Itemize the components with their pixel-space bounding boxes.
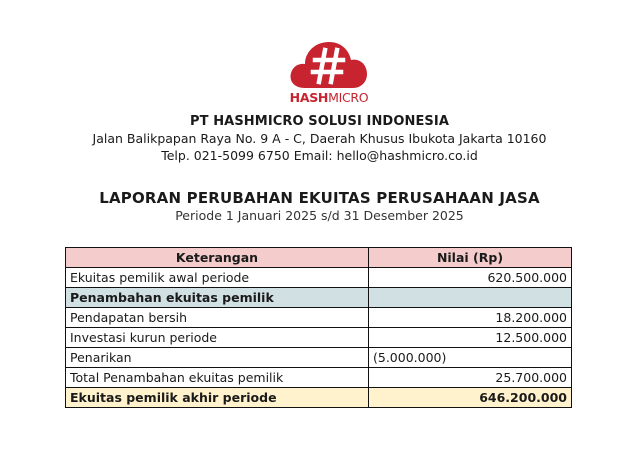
logo-text-bold: HASH [289, 90, 329, 105]
logo-wordmark [287, 90, 371, 105]
row-value: 25.700.000 [369, 368, 572, 388]
row-label: Total Penambahan ekuitas pemilik [66, 368, 369, 388]
row-label: Penarikan [66, 348, 369, 368]
row-label: Ekuitas pemilik awal periode [66, 268, 369, 288]
row-value: 620.500.000 [369, 268, 572, 288]
logo-text-thin: MICRO [328, 90, 369, 105]
total-row [66, 388, 572, 408]
hashtag-cloud-icon [287, 36, 371, 90]
company-contact: Telp. 021-5099 6750 Email: hello@hashmicro.co.id [161, 148, 478, 163]
company-name: PT HASHMICRO SOLUSI INDONESIA [189, 114, 449, 129]
row-label: Pendapatan bersih [66, 308, 369, 328]
table-row [66, 328, 572, 348]
section-row [66, 288, 572, 308]
row-label: Investasi kurun periode [66, 328, 369, 348]
row-value [369, 288, 572, 308]
header-keterangan: Keterangan [66, 248, 369, 268]
row-value: 12.500.000 [369, 328, 572, 348]
report-period: Periode 1 Januari 2025 s/d 31 Desember 2025 [175, 208, 464, 223]
table-row [66, 368, 572, 388]
row-value: 646.200.000 [369, 388, 572, 408]
company-address: Jalan Balikpapan Raya No. 9 A - C, Daerah Khusus Ibukota Jakarta 10160 [92, 131, 547, 146]
row-label: Ekuitas pemilik akhir periode [66, 388, 369, 408]
row-value: (5.000.000) [369, 348, 572, 368]
row-value: 18.200.000 [369, 308, 572, 328]
header-nilai: Nilai (Rp) [369, 248, 572, 268]
hashmicro-logo [287, 36, 371, 108]
table-row [66, 308, 572, 328]
table-header-row [66, 248, 572, 268]
table-row [66, 268, 572, 288]
table-row [66, 348, 572, 368]
equity-table [65, 247, 572, 408]
report-title: LAPORAN PERUBAHAN EKUITAS PERUSAHAAN JASA [99, 189, 540, 207]
row-label: Penambahan ekuitas pemilik [66, 288, 369, 308]
